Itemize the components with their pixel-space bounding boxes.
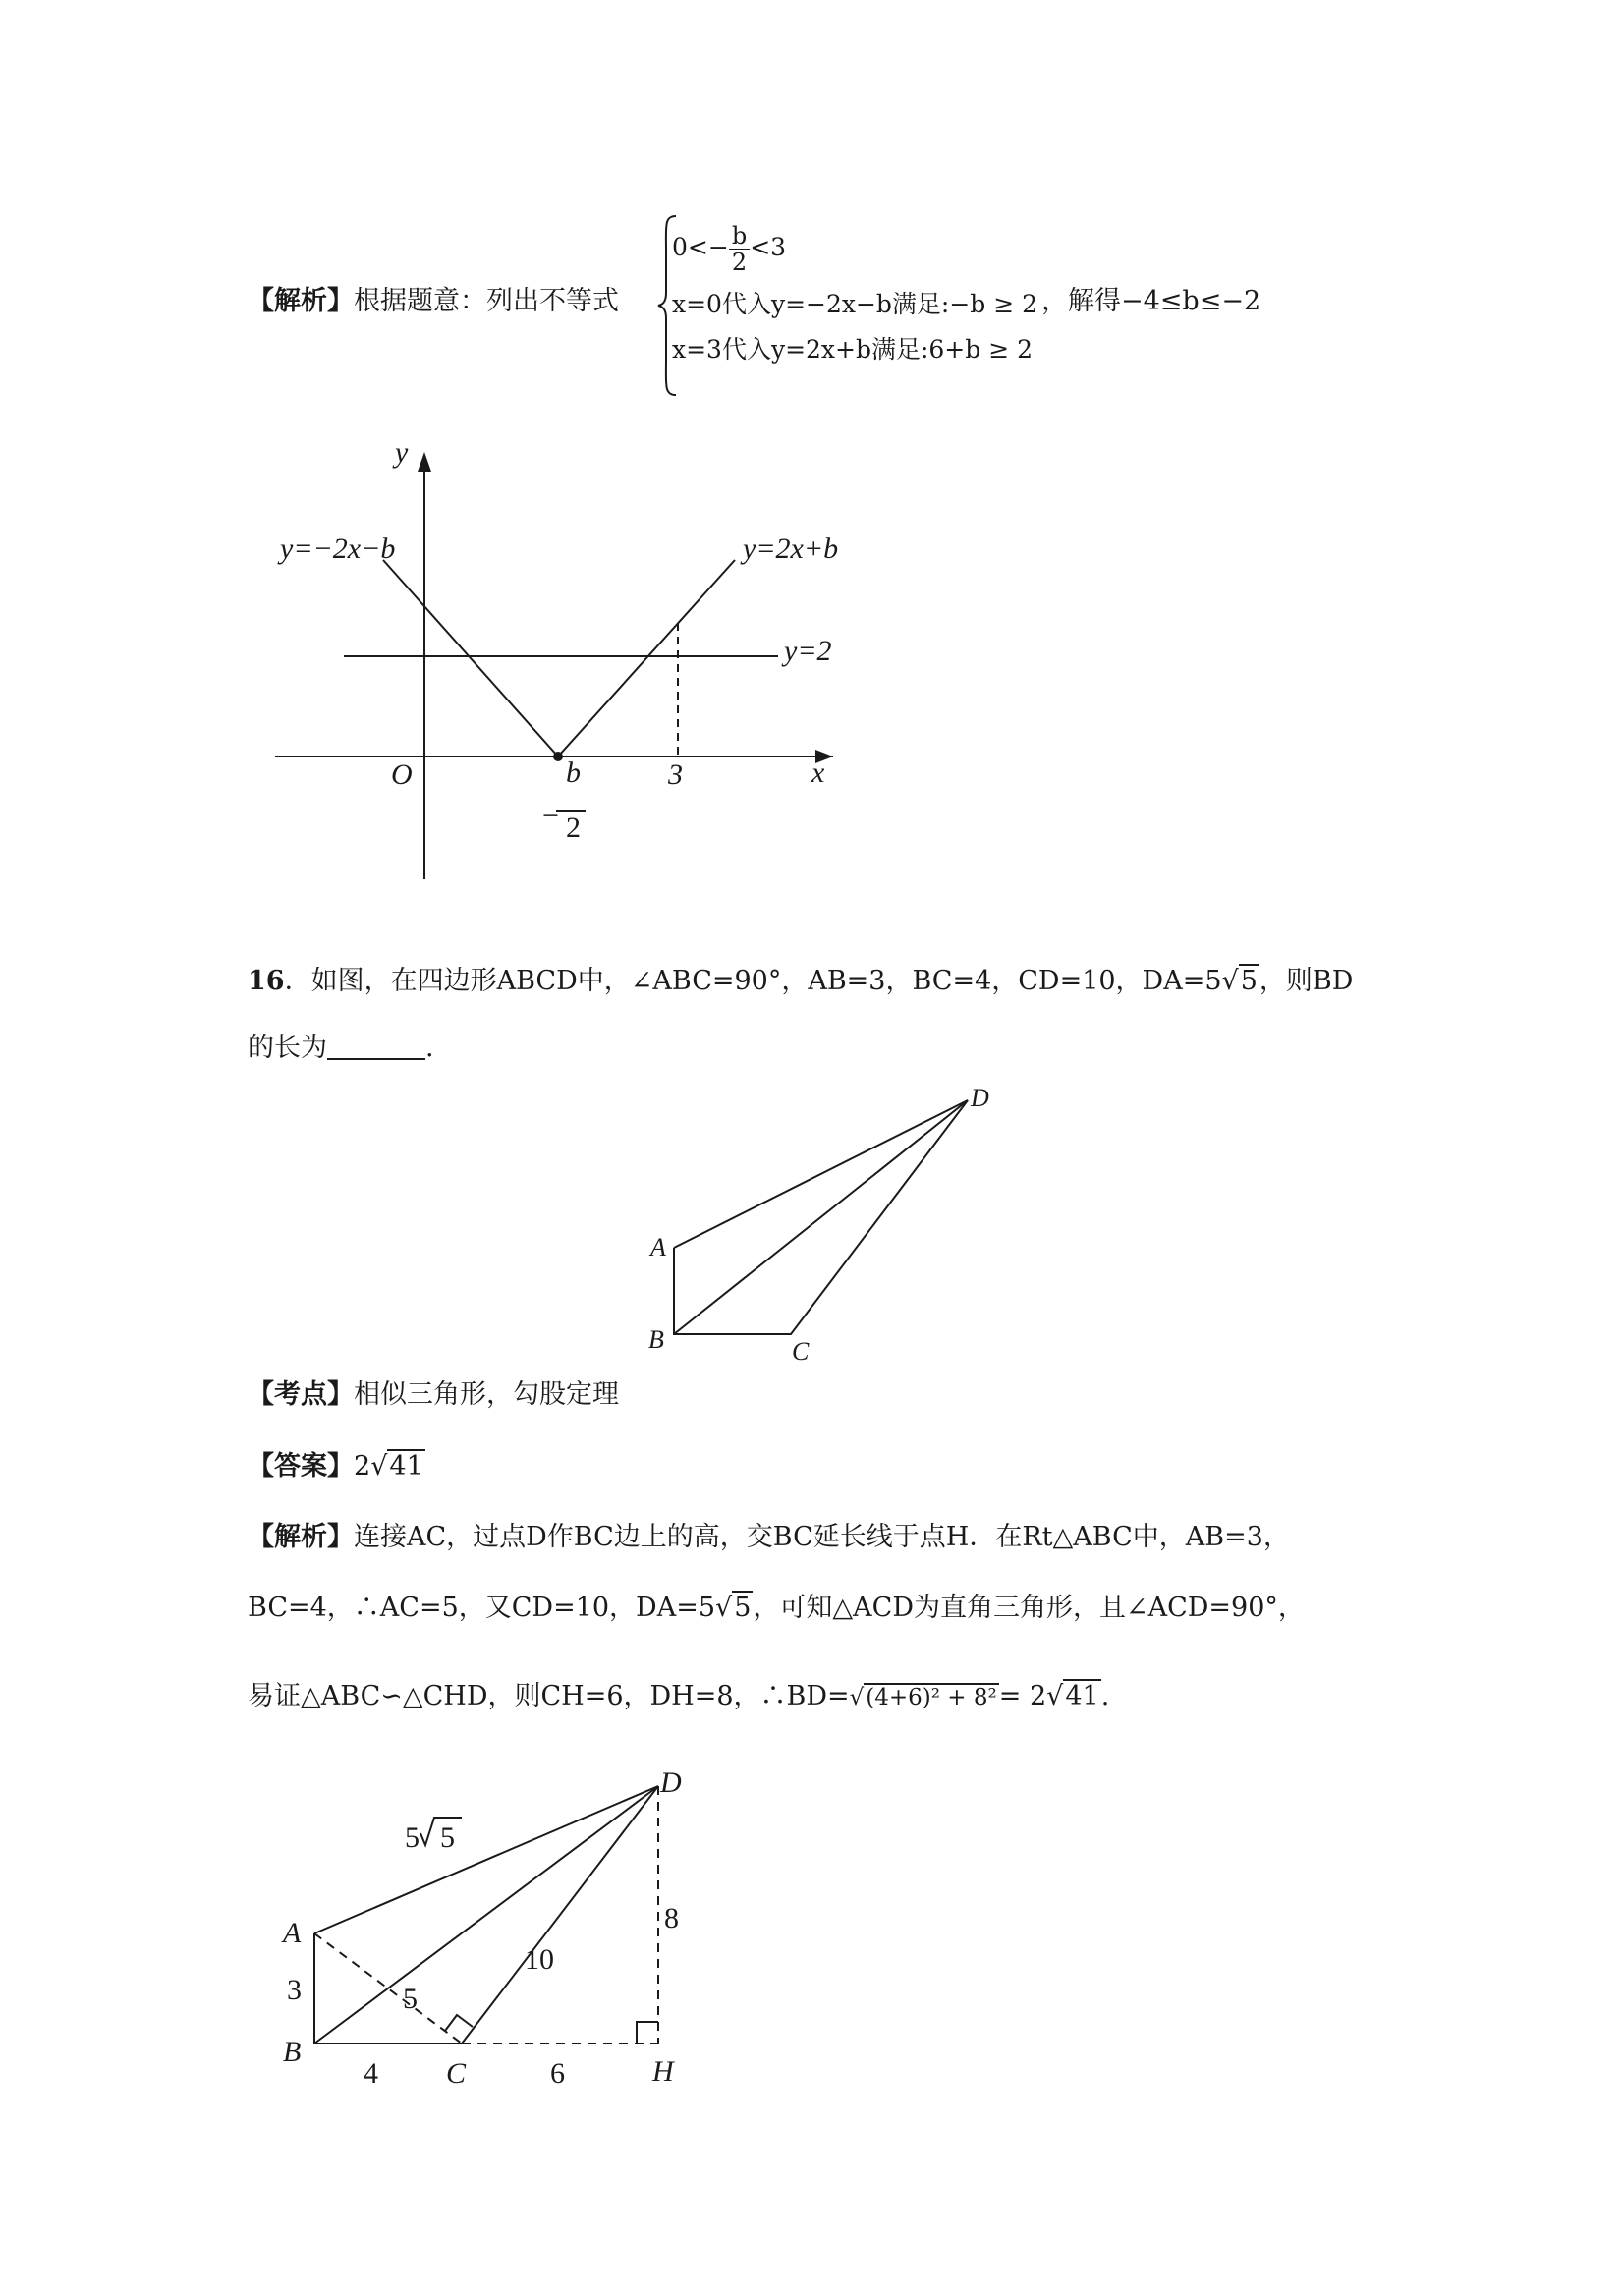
label-d: D — [660, 1766, 682, 1799]
label-right-line: y=2x+b — [743, 532, 839, 565]
diagonal-bd — [674, 1100, 968, 1334]
tick-3-label: 3 — [668, 758, 683, 791]
analysis-label: 【解析】 — [248, 286, 354, 316]
y-axis-arrow — [418, 452, 431, 472]
label-h: H — [652, 2055, 674, 2088]
problem-16-line-1: 16．如图，在四边形ABCD中，∠ABC=90°，AB=3，BC=4，CD=10，DA=5√5，则BD — [248, 966, 1354, 996]
system-line-2: x=0代入y=−2x−b满足:−b ≥ 2 — [672, 290, 1038, 318]
length-ad-coef: 5 — [405, 1821, 420, 1854]
length-ch: 6 — [550, 2057, 565, 2090]
segment-bd — [314, 1786, 658, 2044]
vertex-sign: − — [542, 800, 559, 832]
vertex-denominator: 2 — [566, 812, 581, 844]
system-line-1: 0<− $\frac{b}{2}$ <3 — [672, 222, 787, 276]
analysis-line-2: BC=4，∴AC=5，又CD=10，DA=5√5，可知△ACD为直角三角形，且∠ACD=90°， — [248, 1593, 1305, 1623]
inequality-result: ，解得−4≤b≤−2 — [1041, 286, 1261, 316]
analysis-line-3: 易证△ABC∽△CHD，则CH=6，DH=8，∴BD=√(4+6)² + 8²= 2√41. — [248, 1681, 1110, 1711]
label-c: C — [446, 2057, 467, 2090]
line-right-branch — [558, 560, 735, 756]
right-angle-h — [637, 2022, 658, 2044]
length-ad-radicand: 5 — [440, 1821, 455, 1854]
problem-16-line-2: 的长为 . — [248, 1033, 434, 1063]
length-ab: 3 — [287, 1974, 302, 2006]
length-ac: 5 — [403, 1983, 418, 2015]
solution-figure — [265, 1759, 717, 2102]
sqrt-5: √5 — [1221, 966, 1258, 996]
vertex-a: A — [650, 1233, 666, 1261]
segment-cd — [462, 1786, 658, 2044]
label-horizontal-line: y=2 — [784, 635, 832, 667]
label-b: B — [283, 2036, 302, 2068]
label-left-line: y=−2x−b — [280, 532, 396, 565]
answer-line: 【答案】2√41 — [248, 1451, 423, 1482]
right-angle-c — [445, 2015, 473, 2031]
fraction-b-over-2: $\frac{b}{2}$ — [729, 223, 750, 275]
vertex-b: B — [648, 1325, 664, 1354]
kaodian-line: 【考点】相似三角形，勾股定理 — [248, 1379, 619, 1410]
length-cd: 10 — [525, 1943, 554, 1976]
segment-ad — [314, 1786, 658, 1933]
sqrt-41: √41 — [370, 1451, 423, 1482]
length-dh: 8 — [664, 1902, 679, 1934]
analysis-line-1: 【解析】连接AC，过点D作BC边上的高，交BC延长线于点H．在Rt△ABC中，AB=3， — [248, 1522, 1290, 1552]
vertex-d: D — [971, 1084, 989, 1112]
origin-label: O — [391, 758, 413, 791]
x-axis-label: x — [812, 756, 825, 789]
answer-blank — [327, 1035, 425, 1060]
function-graph — [265, 432, 874, 884]
label-a: A — [283, 1917, 302, 1949]
y-axis-label: y — [395, 436, 409, 469]
analysis-intro: 根据题意：列出不等式 — [354, 286, 619, 316]
length-bc: 4 — [364, 2057, 378, 2090]
problem-number: 16 — [248, 966, 285, 996]
vertex-numerator: b — [566, 756, 581, 789]
vertex-point — [553, 752, 563, 761]
quadrilateral-figure — [639, 1081, 1012, 1366]
vertex-c: C — [792, 1337, 810, 1366]
line-left-branch — [383, 560, 558, 756]
analysis-paragraph-1 — [248, 285, 619, 318]
system-line-3: x=3代入y=2x+b满足:6+b ≥ 2 — [672, 335, 1034, 364]
